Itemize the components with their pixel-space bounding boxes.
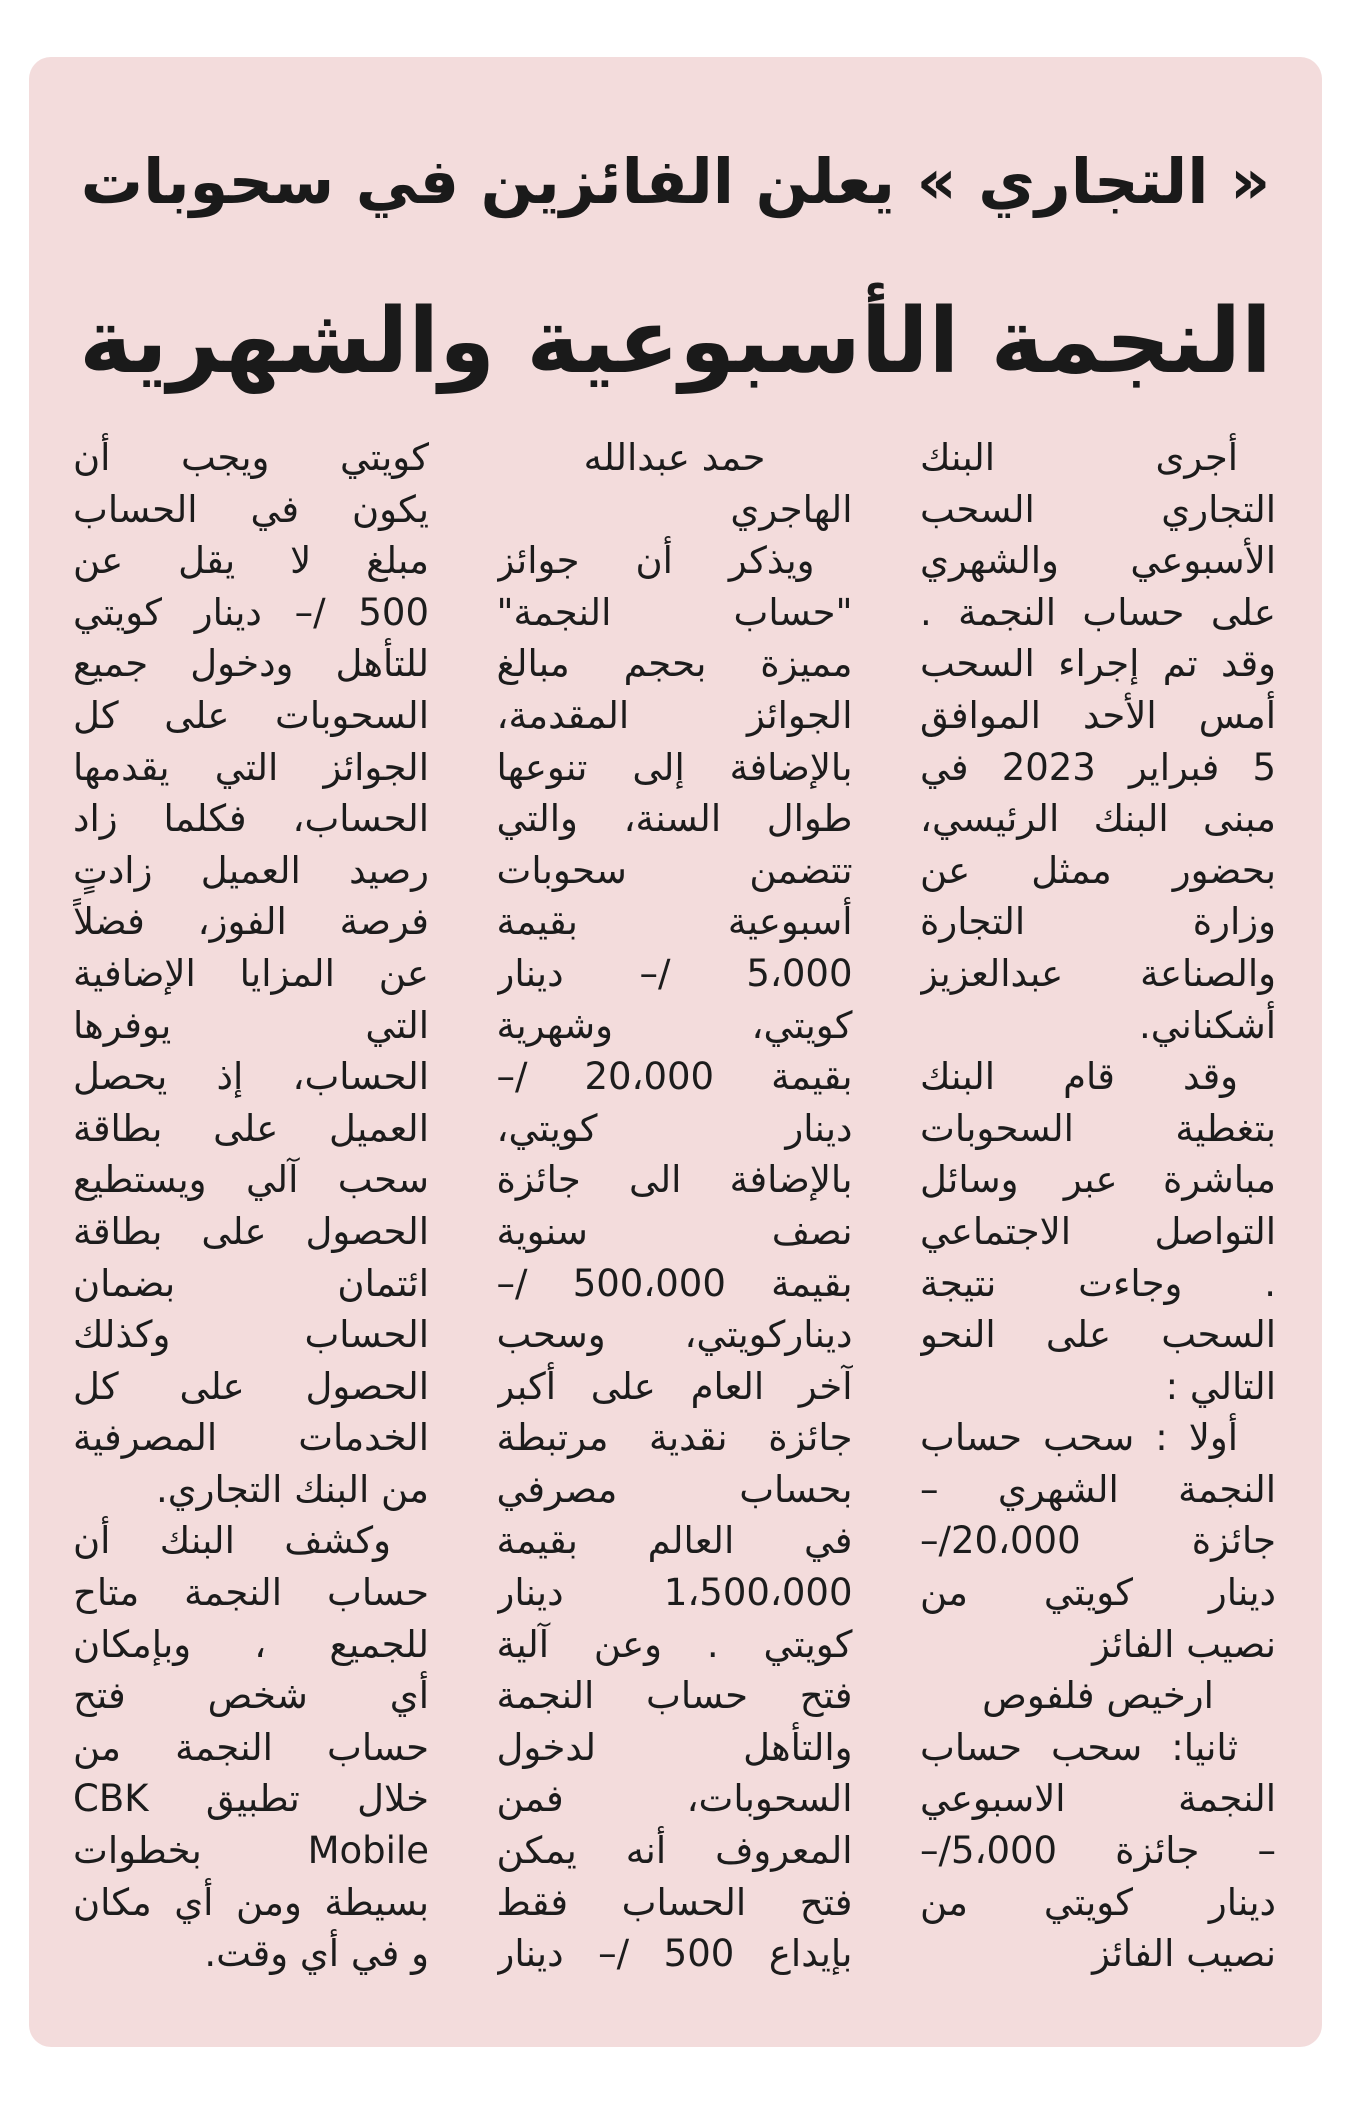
text-line: بقيمة 500،000 /– [496, 1261, 853, 1305]
text-line: نصيب الفائز [1092, 1932, 1276, 1976]
text-line: أمس الأحد الموافق [920, 693, 1276, 737]
text-line: للجميع ، وبإمكان [73, 1622, 429, 1666]
column-left [73, 432, 429, 2007]
text-line: النجمة الاسبوعي [920, 1777, 1276, 1821]
text-line: على حساب النجمة . [920, 590, 1276, 634]
text-line: دينار كويتي من [920, 1880, 1276, 1924]
text-line: نصيب الفائز [1092, 1622, 1276, 1666]
text-line: مبلغ لا يقل عن [73, 539, 429, 583]
text-line: أولا : سحب حساب [920, 1416, 1238, 1460]
text-line: من البنك التجاري. [155, 1467, 429, 1511]
text-line: العميل على بطاقة [73, 1106, 429, 1150]
text-line: كويتي ويجب أن [73, 436, 429, 479]
text-line: وقد قام البنك [920, 1055, 1238, 1099]
text-line: مبنى البنك الرئيسي، [920, 797, 1276, 841]
text-line: ارخيص فلفوص [982, 1674, 1214, 1718]
text-line: ثانيا: سحب حساب [920, 1725, 1238, 1769]
text-line: بحضور ممثل عن [920, 848, 1276, 892]
text-line: عن المزايا الإضافية [73, 951, 429, 995]
text-line: دينار كويتي من [920, 1571, 1276, 1615]
text-line: و في أي وقت. [204, 1932, 429, 1976]
text-line: في العالم بقيمة [496, 1519, 853, 1563]
text-line: الأسبوعي والشهري [920, 539, 1276, 583]
text-line: أشكناني. [1138, 1003, 1276, 1047]
text-line: الخدمات المصرفية [73, 1416, 429, 1460]
text-line: سحب آلي ويستطيع [73, 1158, 429, 1202]
headline-line-2: النجمة الأسبوعية والشهرية [79, 289, 1272, 394]
text-line: بقيمة 20،000 /– [496, 1055, 853, 1099]
text-line: 5،000 /– دينار [496, 951, 853, 995]
text-line: 1،500،000 دينار [496, 1571, 853, 1615]
text-line: حساب النجمة متاح [73, 1571, 429, 1615]
text-line: التالي : [1165, 1364, 1276, 1408]
text-line: الحساب وكذلك [73, 1313, 429, 1357]
text-line: المعروف أنه يمكن [496, 1829, 853, 1873]
text-line: والصناعة عبدالعزيز [920, 951, 1276, 995]
text-line: بإيداع 500 /– دينار [496, 1932, 853, 1976]
text-line: فتح الحساب فقط [496, 1880, 853, 1924]
headline-line-1: « التجاري » يعلن الفائزين في سحوبات [80, 145, 1271, 218]
text-line: الجوائز التي يقدمها [73, 745, 429, 789]
text-line: نصف سنوية [496, 1209, 853, 1253]
text-line: بتغطية السحوبات [920, 1106, 1276, 1150]
text-line: بسيطة ومن أي مكان [73, 1880, 429, 1924]
text-line: وكشف البنك أن [73, 1519, 391, 1563]
text-line: النجمة الشهري – [920, 1467, 1276, 1511]
text-line: ويذكر أن جوائز [496, 539, 815, 583]
text-line: ائتمان بضمان [73, 1261, 429, 1305]
text-line: التجاري السحب [920, 487, 1276, 531]
news-article [29, 57, 1322, 2047]
text-line: – جائزة 5،000/– [920, 1829, 1276, 1873]
text-line: السحوبات، فمن [496, 1777, 853, 1821]
text-line: الهاجري [730, 487, 853, 531]
text-line: والتأهل لدخول [496, 1725, 853, 1769]
text-line: آخر العام على أكبر [496, 1364, 853, 1408]
text-line: فرصة الفوز، فضلاً [73, 900, 429, 944]
text-line: 500 /– دينار كويتي [73, 590, 429, 634]
text-line: فتح حساب النجمة [496, 1674, 853, 1718]
text-line: أجرى البنك [920, 436, 1238, 479]
text-line: الحصول على بطاقة [73, 1209, 429, 1253]
text-line: كويتي، وشهرية [496, 1003, 853, 1047]
text-line: وزارة التجارة [920, 900, 1276, 944]
text-line: رصيد العميل زادتٍ [73, 848, 429, 892]
text-line: يكون في الحساب [73, 487, 429, 531]
text-line: بالإضافة إلى تنوعها [496, 745, 853, 789]
text-line: "حساب النجمة" [496, 590, 853, 634]
text-line: كويتي . وعن آلية [496, 1622, 853, 1666]
text-line: حساب النجمة من [73, 1725, 429, 1769]
text-line: السحب على النحو [920, 1313, 1276, 1357]
text-line: بالإضافة الى جائزة [496, 1158, 853, 1202]
text-line: وقد تم إجراء السحب [920, 642, 1276, 686]
column-right [920, 432, 1276, 2007]
text-line: الجوائز المقدمة، [496, 693, 853, 737]
text-line: ديناركويتي، وسحب [496, 1313, 853, 1357]
text-line: التواصل الاجتماعي [920, 1209, 1276, 1253]
text-line: Mobile بخطوات [73, 1829, 429, 1873]
column-middle [497, 432, 853, 2007]
text-line: أي شخص فتح [73, 1674, 429, 1718]
text-line: مميزة بحجم مبالغ [496, 642, 853, 686]
text-line: السحوبات على كل [73, 693, 429, 737]
text-line: للتأهل ودخول جميع [73, 642, 429, 686]
text-line: مباشرة عبر وسائل [920, 1158, 1276, 1202]
text-line: حمد عبدالله [583, 436, 766, 479]
text-line: طوال السنة، والتي [496, 797, 853, 841]
text-line: الحساب، فكلما زاد [73, 797, 429, 841]
text-line: 5 فبراير 2023 في [920, 745, 1276, 789]
text-line: بحساب مصرفي [496, 1467, 853, 1511]
text-line: جائزة 20،000/– [920, 1519, 1276, 1563]
text-line: . وجاءت نتيجة [920, 1261, 1276, 1305]
text-line: التي يوفرها [73, 1003, 429, 1047]
article-headline [69, 102, 1282, 422]
text-line: خلال تطبيق CBK [73, 1777, 429, 1821]
article-body [73, 432, 1276, 2007]
text-line: الحساب، إذ يحصل [73, 1055, 429, 1099]
text-line: أسبوعية بقيمة [496, 900, 853, 944]
text-line: جائزة نقدية مرتبطة [496, 1416, 853, 1460]
text-line: الحصول على كل [73, 1364, 429, 1408]
text-line: تتضمن سحوبات [496, 848, 853, 892]
text-line: دينار كويتي، [496, 1106, 853, 1150]
